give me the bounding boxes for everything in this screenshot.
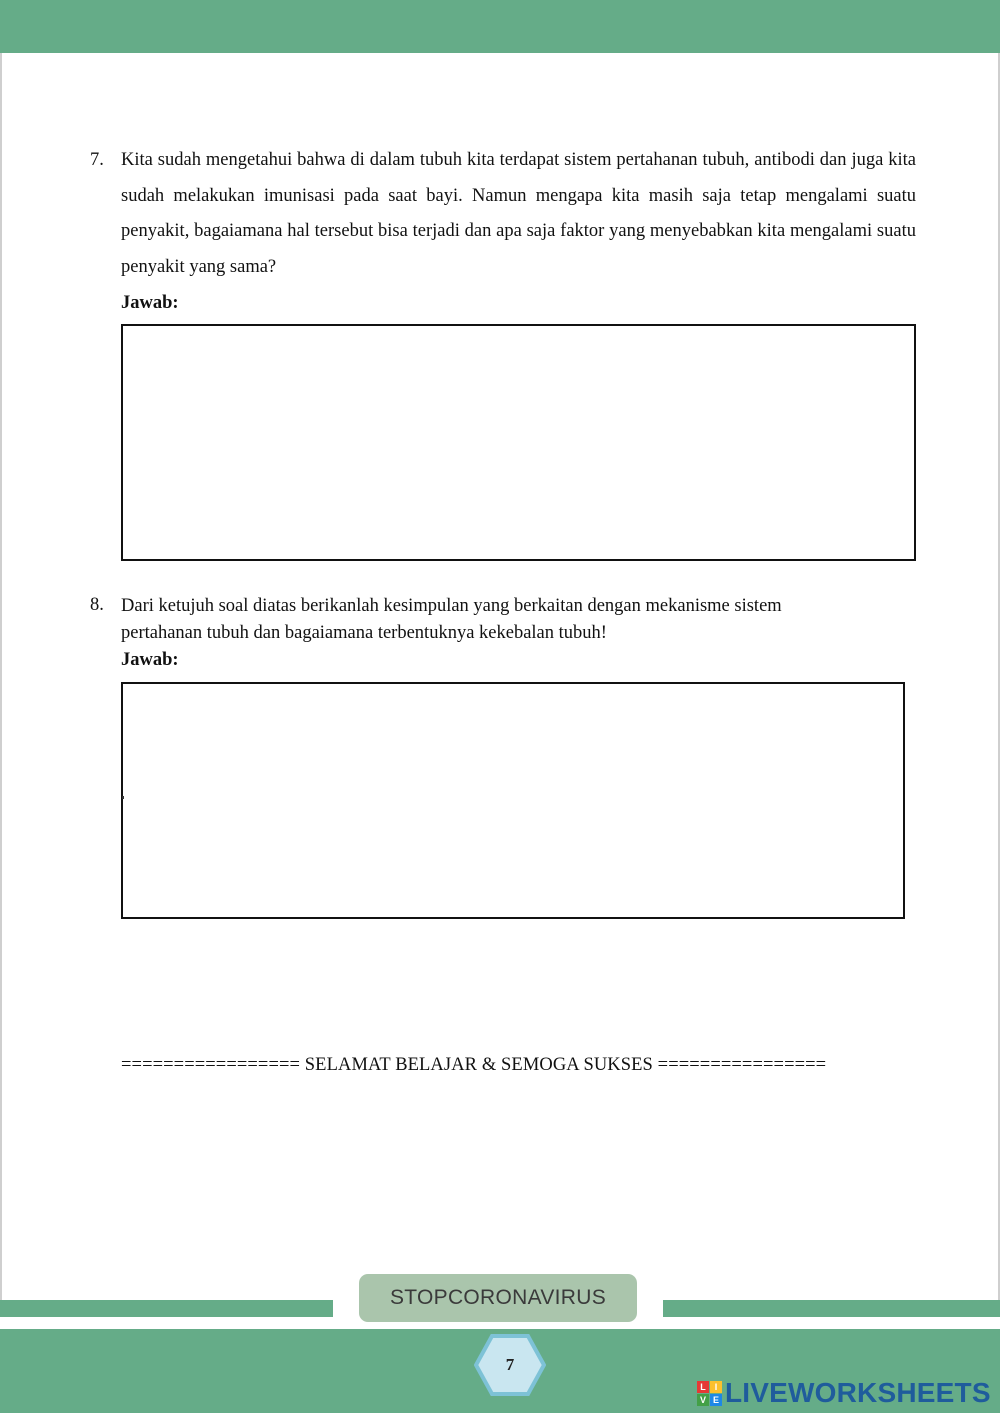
top-header-band <box>0 0 1000 53</box>
question-number: 7. <box>90 150 104 170</box>
answer-label: Jawab: <box>121 650 179 670</box>
answer-label: Jawab: <box>121 293 179 313</box>
question-text: Dari ketujuh soal diatas berikanlah kesimpulan yang berkaitan dengan mekanisme sistem pertahanan tubuh dan bagaiamana terbentuknya kekebalan tubuh! <box>121 596 782 643</box>
footer-bar-left <box>0 1300 333 1317</box>
page-border-left <box>0 53 2 1303</box>
live-letter: L <box>697 1381 709 1393</box>
question-text: Kita sudah mengetahui bahwa di dalam tubuh kita terdapat sistem pertahanan tubuh, antibodi dan juga kita sudah melakukan imunisasi pada saat bayi. Namun mengapa kita masih saja tetap mengalami suatu penyakit, bagaiamana hal tersebut bisa terjadi dan apa saja faktor yang menyebabkan kita mengalami suatu penyakit yang sama? <box>121 150 916 277</box>
answer-box-8[interactable] <box>121 682 905 919</box>
footer-bar-right <box>663 1300 1000 1317</box>
footer-label: STOPCORONAVIRUS <box>359 1274 637 1322</box>
closing-message: ================= SELAMAT BELAJAR & SEMOGA SUKSES ================ <box>121 1055 827 1075</box>
question-number: 8. <box>90 595 104 615</box>
liveworksheets-logo <box>697 1378 991 1408</box>
question-8 <box>90 595 916 647</box>
live-letter: V <box>697 1394 709 1406</box>
live-letter: E <box>710 1394 722 1406</box>
brand-text: LIVEWORKSHEETS <box>725 1377 991 1408</box>
page-number: 7 <box>505 1355 515 1374</box>
live-letter: I <box>710 1381 722 1393</box>
question-7 <box>90 150 916 285</box>
answer-box-7[interactable] <box>121 324 916 561</box>
text-cursor <box>122 796 124 799</box>
live-blocks-icon <box>697 1381 722 1406</box>
